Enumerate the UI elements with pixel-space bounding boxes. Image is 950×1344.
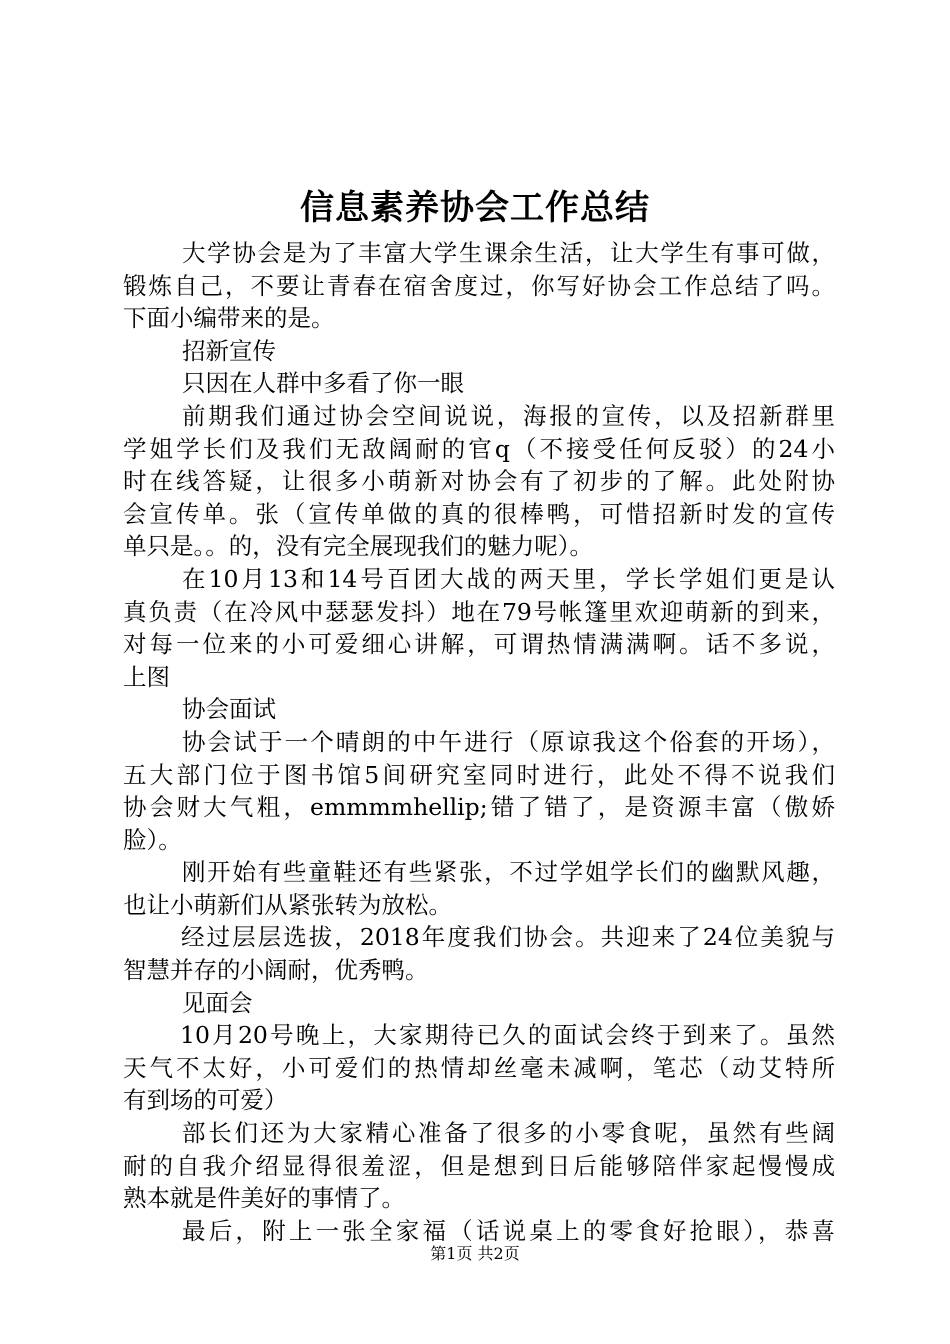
paragraph-line: 部长们还为大家精心准备了很多的小零食呢，虽然有些阔 (182, 1119, 835, 1148)
paragraph-line: 经过层层选拔，2018年度我们协会。共迎来了24位美貌与 (181, 923, 835, 952)
paragraph-line: 五大部门位于图书馆5间研究室同时进行，此处不得不说我们 (123, 760, 835, 789)
paragraph-line: 真负责（在冷风中瑟瑟发抖）地在79号帐篷里欢迎萌新的到来， (123, 597, 835, 626)
paragraph-line: 耐的自我介绍显得很羞涩，但是想到日后能够陪伴家起慢慢成 (123, 1151, 835, 1180)
paragraph-line: 刚开始有些童鞋还有些紧张，不过学姐学长们的幽默风趣， (182, 858, 835, 887)
section-heading: 招新宣传 (182, 336, 276, 365)
paragraph-line: 时在线答疑，让很多小萌新对协会有了初步的了解。此处附协 (123, 467, 835, 496)
paragraph-line: 天气不太好，小可爱们的热情却丝毫未减啊，笔芯（动艾特所 (123, 1053, 835, 1082)
section-subheading: 只因在人群中多看了你一眼 (182, 369, 464, 398)
paragraph-line: 下面小编带来的是。 (123, 304, 335, 333)
paragraph-line: 上图 (123, 662, 170, 691)
paragraph-line: 最后，附上一张全家福（话说桌上的零食好抢眼），恭喜 (182, 1216, 835, 1245)
paragraph-line: 前期我们通过协会空间说说，海报的宣传，以及招新群里 (182, 401, 835, 430)
paragraph-line: 对每一位来的小可爱细心讲解，可谓热情满满啊。话不多说， (123, 630, 835, 659)
paragraph-line: 单只是。。的，没有完全展现我们的魅力呢）。 (123, 532, 593, 561)
paragraph-line: 锻炼自己，不要让青春在宿舍度过，你写好协会工作总结了吗。 (123, 271, 835, 300)
paragraph-line: 也让小萌新们从紧张转为放松。 (123, 890, 452, 919)
paragraph-line: 脸）。 (123, 825, 182, 854)
document-body (123, 237, 835, 1247)
paragraph-line: 协会试于一个晴朗的中午进行（原谅我这个俗套的开场）， (182, 727, 835, 756)
paragraph-line: 有到场的可爱） (123, 1086, 288, 1115)
paragraph-line: 大学协会是为了丰富大学生课余生活，让大学生有事可做， (182, 239, 835, 267)
section-heading: 协会面试 (182, 695, 276, 724)
paragraph-line: 在10月13和14号百团大战的两天里，学长学姐们更是认 (182, 564, 835, 593)
document-title: 信息素养协会工作总结 (300, 188, 650, 228)
page-number: 第1页 共2页 (430, 1244, 520, 1263)
paragraph-line: 学姐学长们及我们无敌阔耐的官q（不接受任何反驳）的24小 (123, 434, 835, 463)
paragraph-line: 熟本就是件美好的事情了。 (123, 1184, 405, 1213)
paragraph-line: 10月20号晚上，大家期待已久的面试会终于到来了。虽然 (180, 1021, 835, 1050)
paragraph-line: 协会财大气粗，emmmmhellip;错了错了，是资源丰富（傲娇 (123, 793, 835, 822)
section-heading: 见面会 (182, 988, 253, 1017)
paragraph-line: 智慧并存的小阔耐，优秀鸭。 (123, 956, 429, 985)
paragraph-line: 会宣传单。张（宣传单做的真的很棒鸭，可惜招新时发的宣传 (123, 499, 835, 528)
